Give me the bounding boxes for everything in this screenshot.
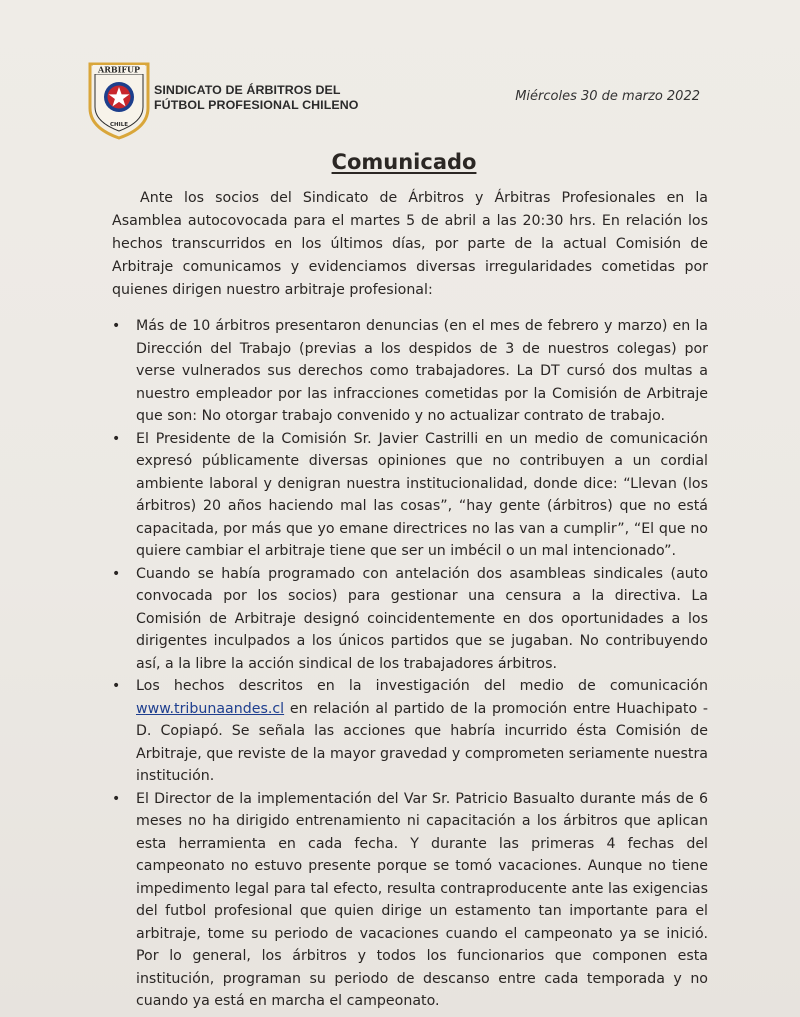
org-line-1: SINDICATO DE ÁRBITROS DEL (154, 83, 341, 97)
list-item-text-before: Los hechos descritos en la investigación del medio de comunicación (136, 678, 708, 694)
logo-text-top: ARBIFUP (97, 64, 141, 75)
intro-paragraph: Ante los socios del Sindicato de Árbitros y Árbitras Profesionales en la Asamblea autocovocada para el martes 5 de abril a las 20:30 hrs. En relación los hechos transcurridos en los últimos días, por parte de la actual Comisión de Arbitraje comunicamos y evidenciamos diversas irregularidades cometidas por quienes dirigen nuestro arbitraje profesional: (112, 190, 708, 298)
letter-date: Miércoles 30 de marzo 2022 (515, 89, 700, 104)
complaints-list (108, 315, 708, 1013)
arbifup-crest-logo (86, 60, 152, 140)
list-item-text: El Director de la implementación del Var Sr. Patricio Basualto durante más de 6 meses no ha dirigido entrenamiento ni capacitación a los árbitros que aplican esta herramienta en cada fecha. Y durante las primeras 4 fechas del campeonato no estuvo presente porque se tomó vacaciones. Aunque no tiene impedimento legal para tal efecto, resulta contraproducente ante las exigencias del futbol profesional que quien dirige un estamento tan importante para el arbitraje, tome su periodo de vacaciones cuando el campeonato ya se inició. Por lo general, los árbitros y todos los funcionarios que componen esta institución, programan su periodo de descanso entre cada temporada y no cuando ya está en marcha el campeonato. (136, 790, 708, 1009)
bullet-icon: • (112, 678, 121, 694)
org-line-2: FÚTBOL PROFESIONAL CHILENO (154, 98, 359, 112)
list-item (108, 315, 708, 428)
list-item (108, 563, 708, 676)
logo-text-bottom: CHILE (110, 122, 128, 128)
bullet-icon: • (112, 790, 121, 807)
list-item-text: Más de 10 árbitros presentaron denuncias (en el mes de febrero y marzo) en la Dirección del Trabajo (previas a los despidos de 3 de nuestros colegas) por verse vulnerados sus derechos como trabajadores. La DT cursó dos multas a nuestro empleador por las infracciones cometidas por la Comisión de Arbitraje que son: No otorgar trabajo convenido y no actualizar contrato de trabajo. (136, 318, 708, 424)
bullet-icon: • (112, 318, 121, 334)
list-item (108, 788, 708, 1013)
document-title: Comunicado (331, 150, 477, 174)
tribunaandes-link[interactable]: www.tribunaandes.cl (136, 700, 285, 717)
list-item-text-after: en relación al partido de la promoción entre Huachipato - D. Copiapó. Se señala las acciones que habría incurrido ésta Comisión de Arbitraje, que reviste de la mayor gravedad y comprometen seriamente nuestra institución. (136, 700, 708, 784)
list-item (108, 428, 708, 563)
list-item-text: El Presidente de la Comisión Sr. Javier Castrilli en un medio de comunicación expresó públicamente diversas opiniones que no contribuyen a un cordial ambiente laboral y denigran nuestra institucionalidad, donde dice: “Llevan (los árbitros) 20 años haciendo mal las cosas”, “hay gente (árbitros) que no está capacitada, por más que yo emane directrices no las van a cumplir”, “El que no quiere cambiar el arbitraje tiene que ser un imbécil o un mal intencionado”. (136, 430, 708, 559)
list-item-text: Cuando se había programado con antelación dos asambleas sindicales (auto convocada por los socios) para gestionar una censura a la directiva. La Comisión de Arbitraje designó coincidentemente en dos oportunidades a los dirigentes inculpados a los únicos partidos que se jugaban. No contribuyendo así, a la libre la acción sindical de los trabajadores árbitros. (136, 565, 708, 672)
organization-name (154, 83, 359, 113)
bullet-icon: • (112, 565, 121, 582)
bullet-icon: • (112, 430, 121, 447)
list-item (108, 675, 708, 788)
